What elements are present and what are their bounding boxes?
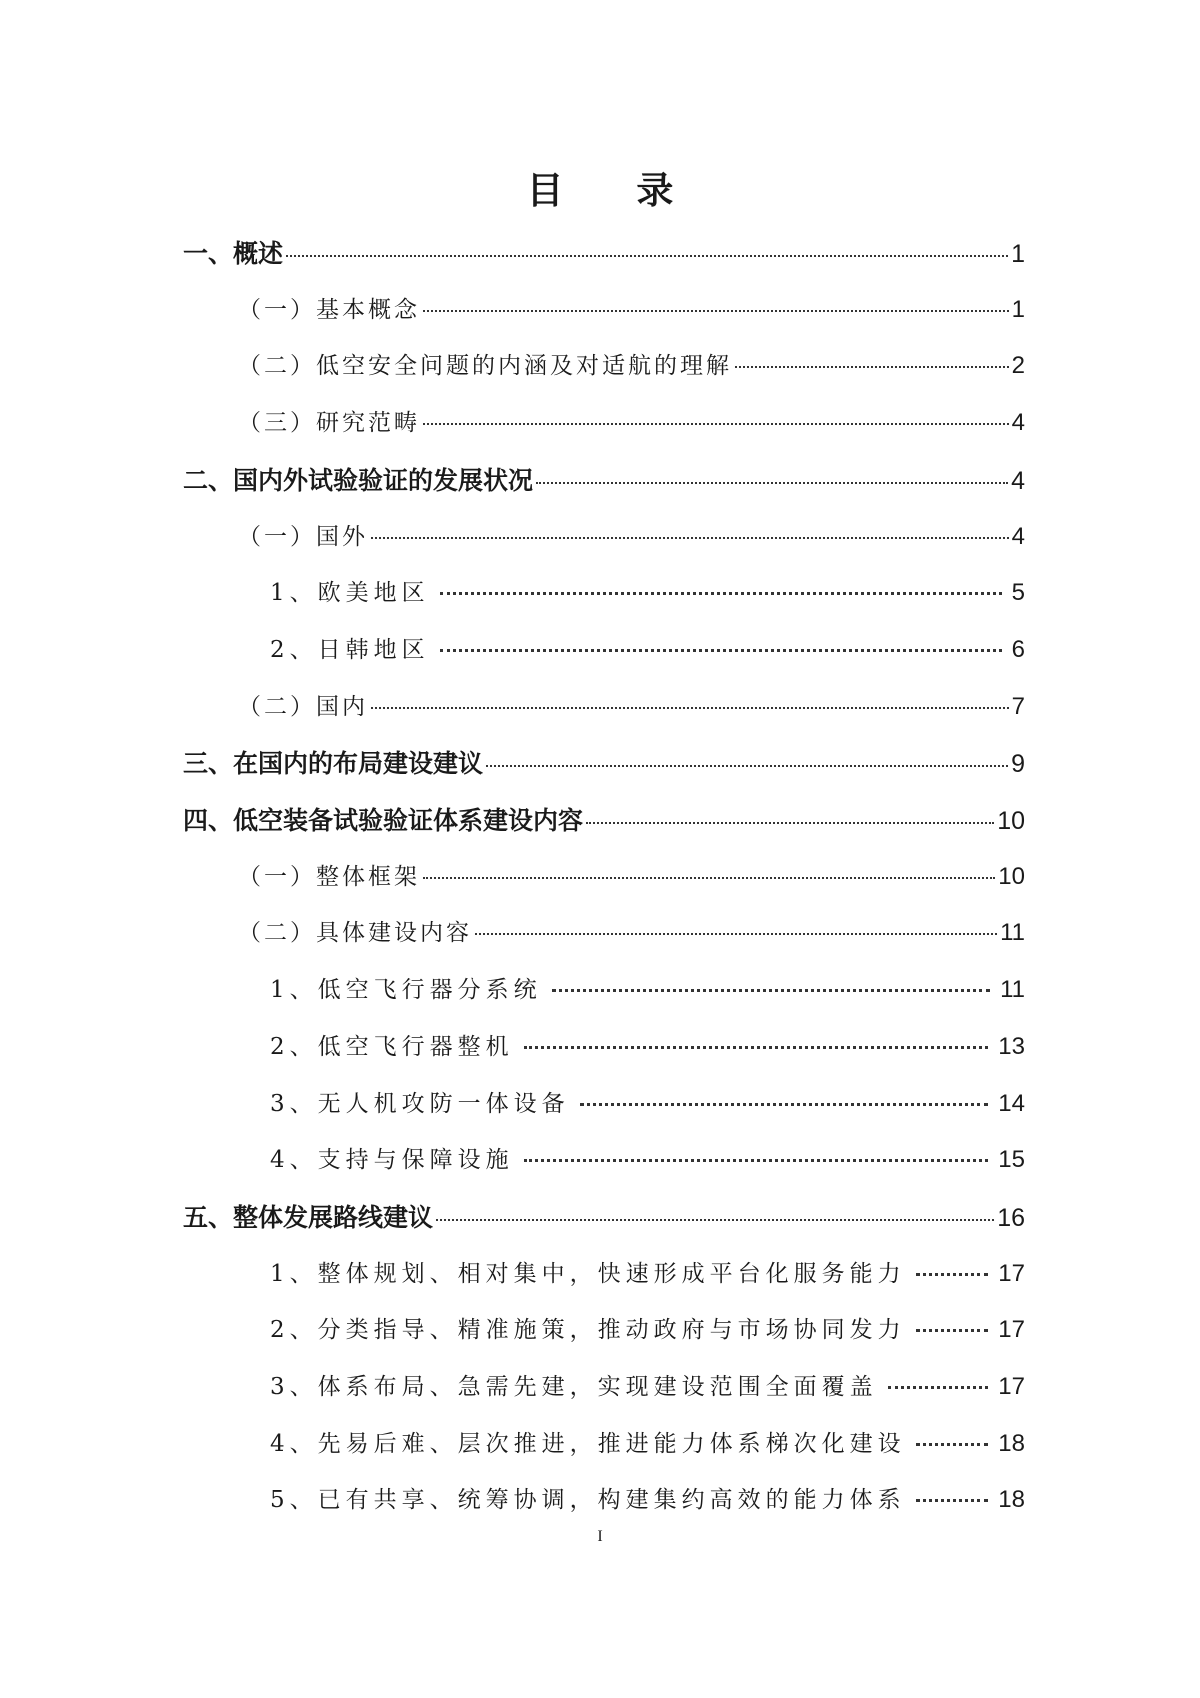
toc-entry-page: 17 xyxy=(998,1373,1025,1400)
toc-entry-label: 1、整体规划、相对集中，快速形成平台化服务能力 xyxy=(270,1260,906,1287)
toc-entry-page: 17 xyxy=(998,1316,1025,1344)
dot-leader xyxy=(735,366,1009,368)
toc-entry-page: 11 xyxy=(1000,976,1025,1004)
toc-entry-page: 13 xyxy=(998,1032,1025,1060)
dot-leader xyxy=(552,989,990,992)
dot-leader xyxy=(436,1219,994,1221)
dot-leader xyxy=(580,1103,989,1106)
toc-entry[interactable] xyxy=(270,1425,1025,1465)
toc-entry-label: 二、国内外试验验证的发展状况 xyxy=(183,465,534,495)
toc-entry[interactable] xyxy=(270,1481,1025,1521)
toc-entry-label: 2、分类指导、精准施策，推动政府与市场协同发力 xyxy=(270,1317,906,1344)
toc-entry-page: 4 xyxy=(1011,522,1025,550)
dot-leader xyxy=(423,877,995,879)
toc-entry[interactable] xyxy=(270,1311,1025,1351)
page-number: I xyxy=(597,1528,603,1545)
toc-entry-label: 3、体系布局、急需先建，实现建设范围全面覆盖 xyxy=(270,1374,878,1400)
toc-entry-label: （三）研究范畴 xyxy=(238,410,420,437)
toc-entry-page: 18 xyxy=(998,1486,1025,1514)
toc-entry[interactable] xyxy=(238,518,1025,558)
toc-entry[interactable] xyxy=(183,744,1025,784)
toc-entry-label: 2、低空飞行器整机 xyxy=(270,1033,514,1060)
toc-entry-label: 4、先易后难、层次推进，推进能力体系梯次化建设 xyxy=(270,1430,906,1457)
dot-leader xyxy=(475,933,997,935)
toc-entry-label: 1、欧美地区 xyxy=(270,580,430,607)
toc-entry-page: 18 xyxy=(998,1429,1025,1457)
dot-leader xyxy=(524,1159,989,1162)
toc-entry[interactable] xyxy=(183,801,1025,841)
dot-leader xyxy=(536,482,1008,484)
toc-entry[interactable] xyxy=(238,858,1025,898)
toc-entry-label: 5、已有共享、统筹协调，构建集约高效的能力体系 xyxy=(270,1487,906,1514)
toc-entry-page: 7 xyxy=(1011,692,1025,720)
toc-entry-page: 1 xyxy=(1011,240,1025,268)
toc-entry-page: 11 xyxy=(1000,919,1025,947)
toc-entry[interactable] xyxy=(183,1198,1025,1238)
toc-entry-label: 3、无人机攻防一体设备 xyxy=(270,1090,570,1117)
toc-entry[interactable] xyxy=(238,291,1025,331)
dot-leader xyxy=(486,765,1008,767)
toc-entry[interactable] xyxy=(270,1141,1025,1181)
dot-leader xyxy=(888,1386,989,1389)
toc-entry-label: 4、支持与保障设施 xyxy=(270,1147,514,1174)
dot-leader xyxy=(916,1329,989,1332)
toc-entry-page: 14 xyxy=(998,1089,1025,1117)
toc-entry[interactable] xyxy=(270,1255,1025,1295)
toc-entry-label: （一）基本概念 xyxy=(238,296,420,323)
toc-entry-page: 9 xyxy=(1011,750,1025,779)
toc-entry[interactable] xyxy=(183,234,1025,274)
dot-leader xyxy=(286,255,1008,257)
toc-entry[interactable] xyxy=(238,347,1025,387)
toc-entry-page: 6 xyxy=(1011,635,1025,663)
toc-entry[interactable] xyxy=(238,404,1025,444)
dot-leader xyxy=(371,707,1009,709)
toc-entry-page: 4 xyxy=(1011,466,1025,495)
toc-entry-page: 10 xyxy=(997,807,1025,835)
toc-entry-label: 1、低空飞行器分系统 xyxy=(270,977,542,1004)
toc-entry-page: 5 xyxy=(1011,579,1025,607)
dot-leader xyxy=(916,1443,989,1446)
toc-entry[interactable] xyxy=(238,688,1025,728)
toc-entry[interactable] xyxy=(183,461,1025,501)
toc-entry-page: 10 xyxy=(998,862,1025,890)
toc-entry[interactable] xyxy=(270,1085,1025,1125)
toc-entry-page: 2 xyxy=(1011,352,1025,380)
toc-entry-label: 四、低空装备试验验证体系建设内容 xyxy=(183,806,584,835)
toc-entry[interactable] xyxy=(270,1368,1025,1408)
dot-leader xyxy=(916,1273,989,1276)
toc-entry-label: （二）国内 xyxy=(238,693,368,720)
dot-leader xyxy=(440,649,1002,652)
toc-entry-label: 五、整体发展路线建议 xyxy=(183,1202,434,1232)
toc-entry-page: 15 xyxy=(998,1146,1025,1174)
dot-leader xyxy=(440,592,1002,595)
toc-entry[interactable] xyxy=(270,1028,1025,1068)
toc-entry-label: （二）具体建设内容 xyxy=(238,920,472,947)
toc-entry-label: （一）国外 xyxy=(238,523,368,550)
dot-leader xyxy=(524,1046,989,1049)
toc-entry[interactable] xyxy=(270,574,1025,614)
dot-leader xyxy=(423,423,1009,425)
dot-leader xyxy=(586,822,994,824)
toc-entry-label: 一、概述 xyxy=(183,239,284,268)
toc-entry-label: （一）整体框架 xyxy=(238,863,420,890)
toc-entry[interactable] xyxy=(270,631,1025,671)
dot-leader xyxy=(371,537,1009,539)
dot-leader xyxy=(423,310,1009,312)
toc-entry-page: 4 xyxy=(1011,409,1025,437)
dot-leader xyxy=(916,1499,989,1502)
toc-entry[interactable] xyxy=(270,971,1025,1011)
toc-title: 目 录 xyxy=(526,169,704,212)
toc-entry-page: 16 xyxy=(997,1203,1025,1232)
toc-entry-label: 2、日韩地区 xyxy=(270,636,430,663)
toc-entry-page: 17 xyxy=(998,1259,1025,1287)
toc-entry-page: 1 xyxy=(1011,295,1025,323)
toc-entry[interactable] xyxy=(238,914,1025,954)
toc-entry-label: 三、在国内的布局建设建议 xyxy=(183,749,484,779)
toc-entry-label: （二）低空安全问题的内涵及对适航的理解 xyxy=(238,353,732,380)
